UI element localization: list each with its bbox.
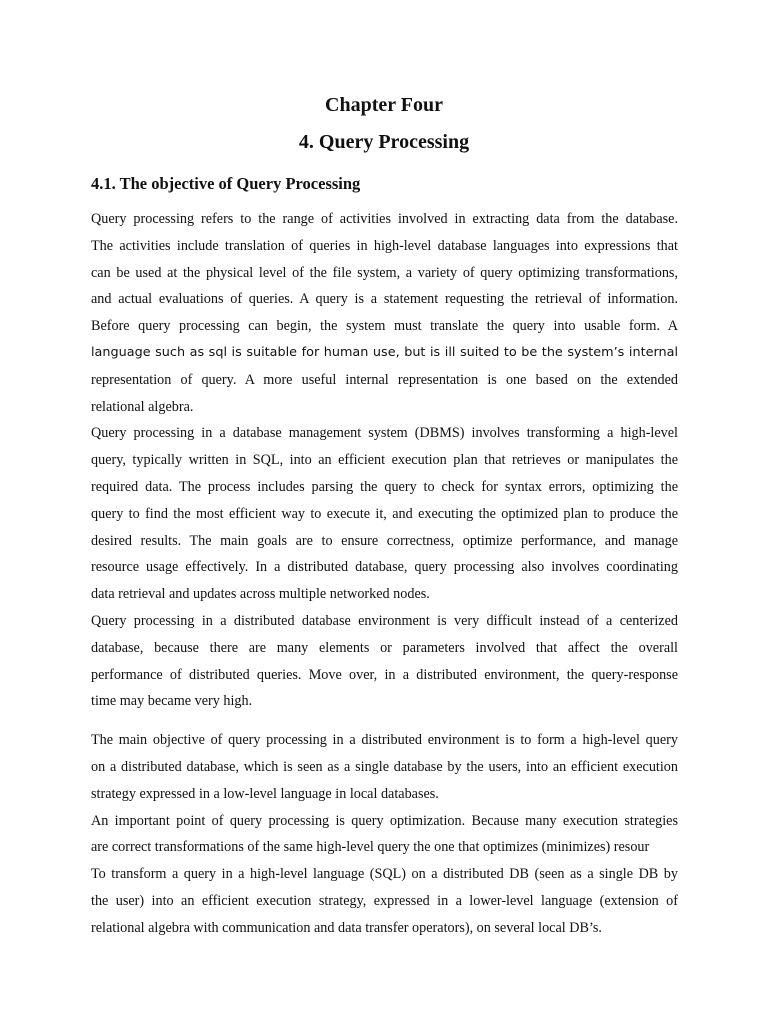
text-line: strategy expressed in a low-level language in local databases. (91, 785, 439, 802)
text-line: Query processing in a database management system (DBMS) involves transforming a high-level (91, 425, 678, 442)
text-line: required data. The process includes parsing the query to check for syntax errors, optimizing the (91, 478, 678, 495)
text-line: are correct transformations of the same high-level query the one that optimizes (minimizes) resour (91, 839, 650, 856)
text-line: resource usage effectively. In a distributed database, query processing also involves coordinating (91, 559, 678, 576)
text-line: Query processing in a distributed database environment is very difficult instead of a centerized (91, 612, 678, 629)
text-line: query, typically written in SQL, into an efficient execution plan that retrieves or manipulates the (91, 452, 678, 469)
text-line: relational algebra. (91, 398, 194, 415)
text-line: time may became very high. (91, 693, 253, 710)
body-text (91, 206, 678, 942)
section-title: 4. Query Processing (298, 131, 470, 153)
text-line: Before query processing can begin, the system must translate the query into usable form. A (91, 318, 678, 335)
text-line: The main objective of query processing in a distributed environment is to form a high-level query (91, 732, 678, 749)
paragraph-dbms (91, 420, 678, 608)
text-line: desired results. The main goals are to ensure correctness, optimize performance, and manage (91, 532, 678, 549)
paragraph-intro (91, 206, 678, 420)
paragraph-optimization (91, 808, 678, 942)
text-line: performance of distributed queries. Move over, in a distributed environment, the query-response (91, 666, 678, 683)
chapter-title: Chapter Four (325, 94, 443, 116)
text-line: To transform a query in a high-level language (SQL) on a distributed DB (seen as a single DB by (91, 866, 678, 883)
text-line: can be used at the physical level of the file system, a variety of query optimizing transformations, (91, 264, 678, 281)
text-line: An important point of query processing is query optimization. Because many execution strategies (91, 812, 678, 829)
text-line: database, because there are many elements or parameters involved that affect the overall (91, 639, 678, 656)
text-line: The activities include translation of queries in high-level database languages into expressions that (91, 237, 678, 254)
text-line: on a distributed database, which is seen as a single database by the users, into an efficient execution (91, 758, 678, 775)
text-line: the user) into an efficient execution strategy, expressed in a lower-level language (extension of (91, 892, 678, 909)
text-line: data retrieval and updates across multiple networked nodes. (91, 586, 430, 603)
paragraph-main-objective (91, 727, 678, 807)
text-line: and actual evaluations of queries. A query is a statement requesting the retrieval of information. (91, 291, 678, 308)
text-line: Query processing refers to the range of activities involved in extracting data from the database. (91, 211, 678, 227)
text-line: query to find the most efficient way to execute it, and executing the optimized plan to produce the (91, 505, 678, 522)
paragraph-distributed (91, 608, 678, 715)
text-line: relational algebra with communication and data transfer operators), on several local DB’s. (91, 919, 602, 936)
subsection-title: 4.1. The objective of Query Processing (91, 174, 361, 193)
text-line: representation of query. A more useful internal representation is one based on the extended (91, 371, 678, 388)
text-line: language such as sql is suitable for human use, but is ill suited to be the system’s internal (91, 344, 678, 360)
